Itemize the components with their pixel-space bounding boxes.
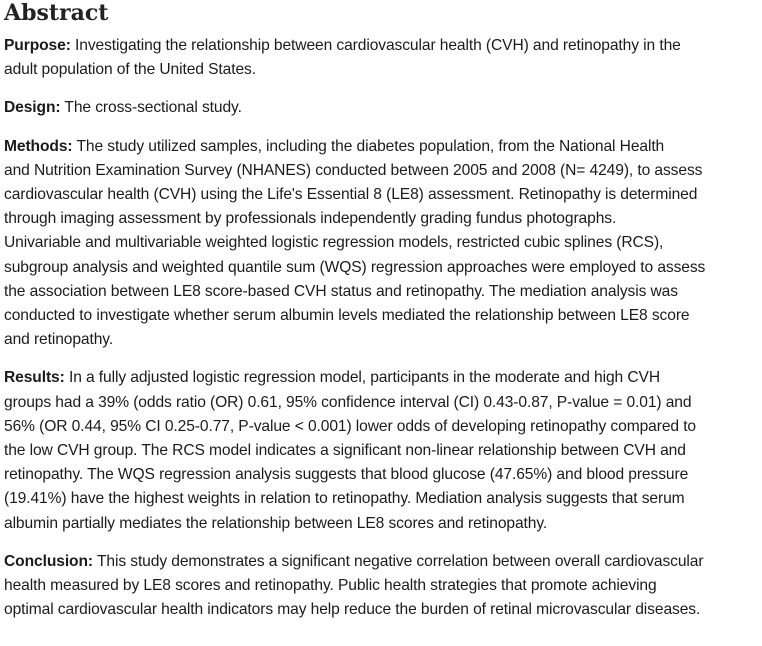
section-label: Purpose: — [4, 37, 71, 54]
text-line — [4, 366, 762, 390]
section-text: retinopathy. The WQS regression analysis suggests that blood glucose (47.65%) and blood pressure — [4, 466, 689, 484]
text-line — [4, 280, 762, 304]
section-label: Conclusion: — [4, 552, 93, 570]
section-text: Univariable and multivariable weighted logistic regression models, restricted cubic splines (RCS), — [4, 234, 664, 252]
section-label: Results: — [4, 369, 65, 387]
text-line — [4, 207, 762, 231]
section-purpose — [4, 34, 762, 82]
text-line — [4, 598, 762, 622]
text-line — [4, 159, 762, 183]
text-line — [4, 328, 762, 352]
section-text: subgroup analysis and weighted quantile sum (WQS) regression approaches were employed to assess — [4, 258, 706, 276]
text-line — [4, 415, 762, 439]
section-text: optimal cardiovascular health indicators may help reduce the burden of retinal microvascular diseases. — [4, 601, 701, 619]
text-line — [4, 463, 762, 487]
section-text: health measured by LE8 scores and retinopathy. Public health strategies that promote achieving — [4, 577, 657, 595]
text-line — [4, 96, 762, 120]
section-text: albumin partially mediates the relationship between LE8 scores and retinopathy. — [4, 514, 548, 532]
section-results — [4, 366, 762, 535]
section-text: Investigating the relationship between cardiovascular health (CVH) and retinopathy in the — [70, 37, 681, 54]
section-design — [4, 96, 762, 120]
text-line — [4, 439, 762, 463]
section-text: groups had a 39% (odds ratio (OR) 0.61, 95% confidence interval (CI) 0.43-0.87, P-value = 0.01) and — [4, 393, 692, 411]
text-line — [4, 135, 762, 159]
section-text: conducted to investigate whether serum albumin levels mediated the relationship between LE8 score — [4, 307, 690, 325]
section-text: the low CVH group. The RCS model indicates a significant non-linear relationship between CVH and — [4, 442, 686, 460]
section-text: In a fully adjusted logistic regression model, participants in the moderate and high CVH — [64, 369, 660, 387]
section-label: Methods: — [4, 137, 73, 155]
text-line — [4, 304, 762, 328]
section-text: cardiovascular health (CVH) using the Life's Essential 8 (LE8) assessment. Retinopathy is determined — [4, 186, 698, 204]
text-line — [4, 574, 762, 598]
abstract-body — [0, 34, 762, 622]
text-line — [4, 512, 762, 536]
section-text: and retinopathy. — [4, 331, 114, 349]
section-text: and Nutrition Examination Survey (NHANES) conducted between 2005 and 2008 (N= 4249), to assess — [4, 161, 703, 179]
text-line — [4, 256, 762, 280]
section-text: through imaging assessment by professionals independently grading fundus photographs. — [4, 210, 617, 228]
section-text: adult population of the United States. — [4, 61, 256, 79]
text-line — [4, 550, 762, 574]
section-text: This study demonstrates a significant negative correlation between overall cardiovascular — [93, 552, 704, 570]
section-text: The study utilized samples, including the diabetes population, from the National Health — [72, 137, 665, 155]
section-methods — [4, 135, 762, 353]
text-line — [4, 58, 762, 82]
text-line — [4, 34, 762, 58]
text-line — [4, 231, 762, 255]
text-line — [4, 391, 762, 415]
section-conclusion — [4, 550, 762, 623]
section-text: The cross-sectional study. — [60, 99, 242, 117]
section-label: Design: — [4, 99, 61, 117]
text-line — [4, 487, 762, 511]
section-text: the association between LE8 score-based CVH status and retinopathy. The mediation analysis was — [4, 282, 678, 300]
section-text: 56% (OR 0.44, 95% CI 0.25-0.77, P-value < 0.001) lower odds of developing retinopathy compared to — [4, 417, 697, 435]
abstract-heading: Abstract — [4, 0, 109, 26]
section-text: (19.41%) have the highest weights in relation to retinopathy. Mediation analysis suggests that serum — [4, 490, 685, 508]
text-line — [4, 183, 762, 207]
